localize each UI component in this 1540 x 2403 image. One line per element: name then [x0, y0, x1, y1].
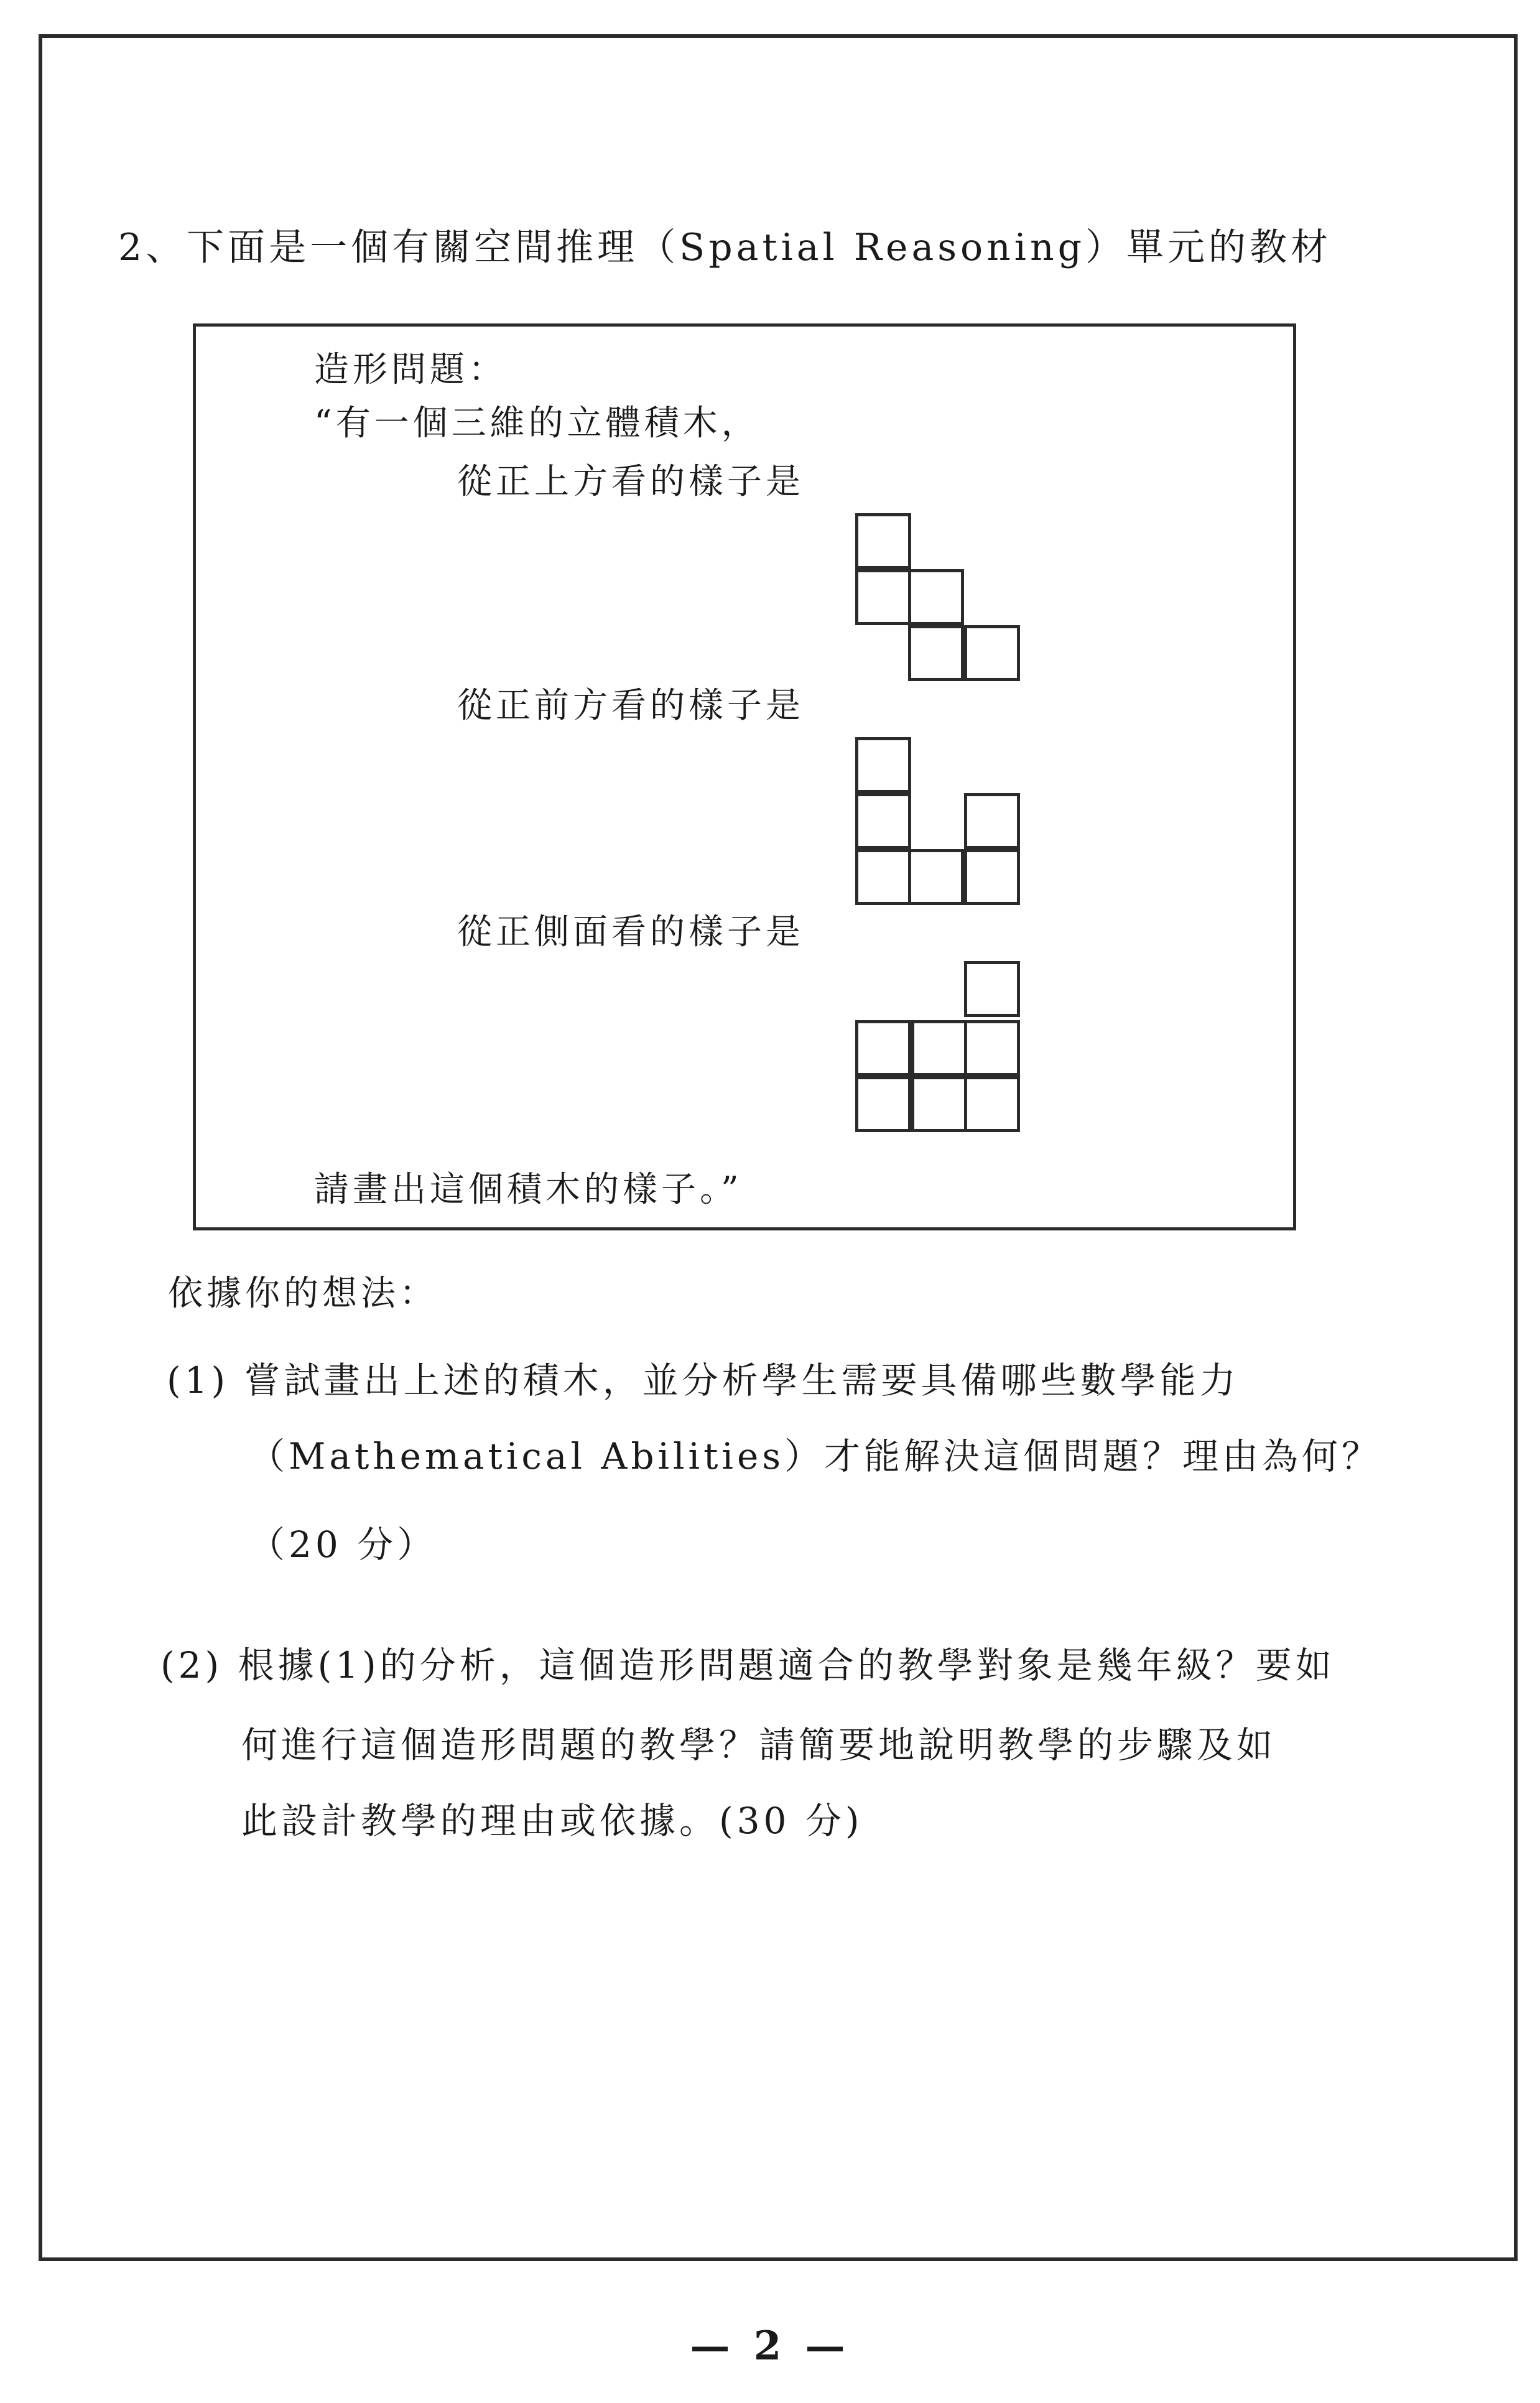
q2-line-3: 此設計教學的理由或依據。(30 分) [241, 1800, 863, 1842]
front-view-diagram [855, 737, 1029, 911]
side-view-cell [911, 1076, 967, 1132]
top-view-diagram [855, 513, 1029, 687]
q1-line-2: （Mathematical Abilities）才能解決這個問題？理由為何？ [249, 1435, 1382, 1477]
front-view-cell [855, 737, 911, 793]
box-closing: 請畫出這個積木的樣子。” [314, 1169, 743, 1210]
side-view-cell [964, 961, 1020, 1017]
top-view-cell [964, 625, 1020, 681]
top-view-cell [908, 625, 964, 681]
front-view-cell [908, 849, 964, 905]
front-view-cell [964, 793, 1020, 849]
top-view-label: 從正上方看的樣子是 [457, 462, 804, 502]
q2-line-2: 何進行這個造形問題的教學？請簡要地說明教學的步驟及如 [241, 1724, 1277, 1766]
side-view-cell [911, 1020, 967, 1076]
side-view-cell [964, 1076, 1020, 1132]
q1-points: （20 分） [249, 1523, 437, 1566]
side-view-diagram [855, 961, 1029, 1135]
front-view-cell [964, 849, 1020, 905]
side-view-cell [855, 1076, 911, 1132]
material-box [193, 323, 1296, 1230]
top-view-cell [855, 569, 911, 625]
q1-line-1: (1) 嘗試畫出上述的積木，並分析學生需要具備哪些數學能力 [167, 1359, 1240, 1401]
side-view-label: 從正側面看的樣子是 [457, 912, 804, 952]
box-heading: 造形問題： [314, 350, 507, 390]
front-view-label: 從正前方看的樣子是 [457, 686, 804, 726]
side-view-cell [855, 1020, 911, 1076]
q2-line-1: (2) 根據(1)的分析，這個造形問題適合的教學對象是幾年級？要如 [160, 1644, 1335, 1686]
side-view-cell [964, 1020, 1020, 1076]
box-line-1: “有一個三維的立體積木， [314, 403, 760, 444]
question-title: 2、下面是一個有關空間推理（Spatial Reasoning）單元的教材 [118, 226, 1332, 269]
front-view-cell [855, 793, 911, 849]
prompt-intro: 依據你的想法： [168, 1273, 438, 1314]
page-number: — 2 — [690, 2323, 850, 2369]
top-view-cell [908, 569, 964, 625]
front-view-cell [855, 849, 911, 905]
top-view-cell [855, 513, 911, 569]
